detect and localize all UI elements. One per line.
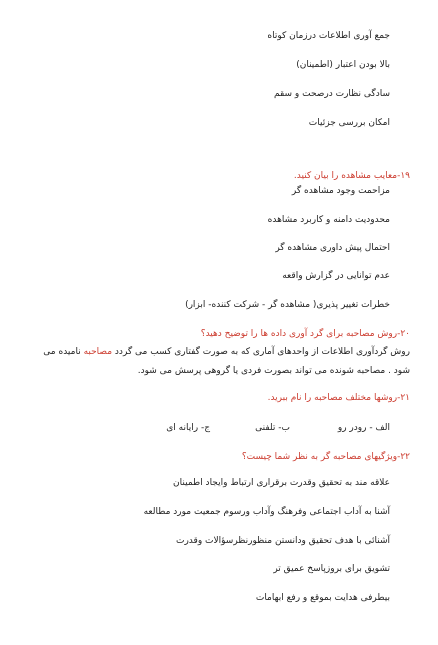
list-item: عدم توانایی در گزارش واقعه bbox=[282, 271, 390, 281]
answer-text: نامیده می bbox=[43, 347, 84, 357]
option-b: ب- تلفنی bbox=[255, 423, 290, 433]
question-title: ۲۲-ویژگیهای مصاحبه گر به نظر شما چیست؟ bbox=[241, 452, 410, 462]
question-title: ۲۰-روش مصاحبه برای گرد آوری داده ها را توضیح دهید؟ bbox=[200, 329, 410, 339]
list-item: آشنائی با هدف تحقیق ودانستن منظورنظرسؤالات وقدرت bbox=[175, 536, 390, 546]
list-item: مزاحمت وجود مشاهده گر bbox=[291, 186, 390, 196]
highlight-term: مصاحبه bbox=[83, 347, 113, 357]
question-title: ۱۹-معایب مشاهده را بیان کنید. bbox=[293, 171, 410, 181]
option-c: ج- رایانه ای bbox=[166, 423, 210, 433]
list-item: احتمال پیش داوری مشاهده گر bbox=[275, 243, 390, 253]
list-item: بیطرفی هدایت بموقع و رفع ابهامات bbox=[255, 593, 390, 603]
list-item: تشویق برای بروزپاسخ عمیق تر bbox=[273, 564, 390, 574]
answer-line: شود . مصاحبه شونده می تواند بصورت فردی یا گروهی پرسش می شود. bbox=[137, 366, 410, 376]
list-item: جمع آوری اطلاعات درزمان کوتاه bbox=[267, 31, 390, 41]
list-item: بالا بودن اعتبار (اطمینان) bbox=[296, 60, 390, 70]
answer-text: روش گردآوری اطلاعات از واحدهای آماری که به صورت گفتاری کسب می گردد bbox=[112, 347, 410, 357]
list-item: محدودیت دامنه و کاربرد مشاهده bbox=[267, 215, 390, 225]
list-item: آشنا به آداب اجتماعی وفرهنگ وآداب ورسوم جمعیت مورد مطالعه bbox=[143, 507, 390, 517]
answer-line bbox=[43, 346, 410, 358]
question-title: ۲۱-روشها مختلف مصاحبه را نام ببرید. bbox=[267, 393, 410, 403]
option-a: الف - رودر رو bbox=[337, 423, 390, 433]
list-item: خطرات تغییر پذیری( مشاهده گر - شرکت کننده- ابزار) bbox=[185, 300, 390, 310]
list-item: امکان بررسی جزئیات bbox=[308, 118, 390, 128]
list-item: سادگی نظارت درصحت و سقم bbox=[273, 89, 390, 99]
list-item: علاقه مند به تحقیق وقدرت برقراری ارتباط وایجاد اطمینان bbox=[173, 478, 390, 488]
